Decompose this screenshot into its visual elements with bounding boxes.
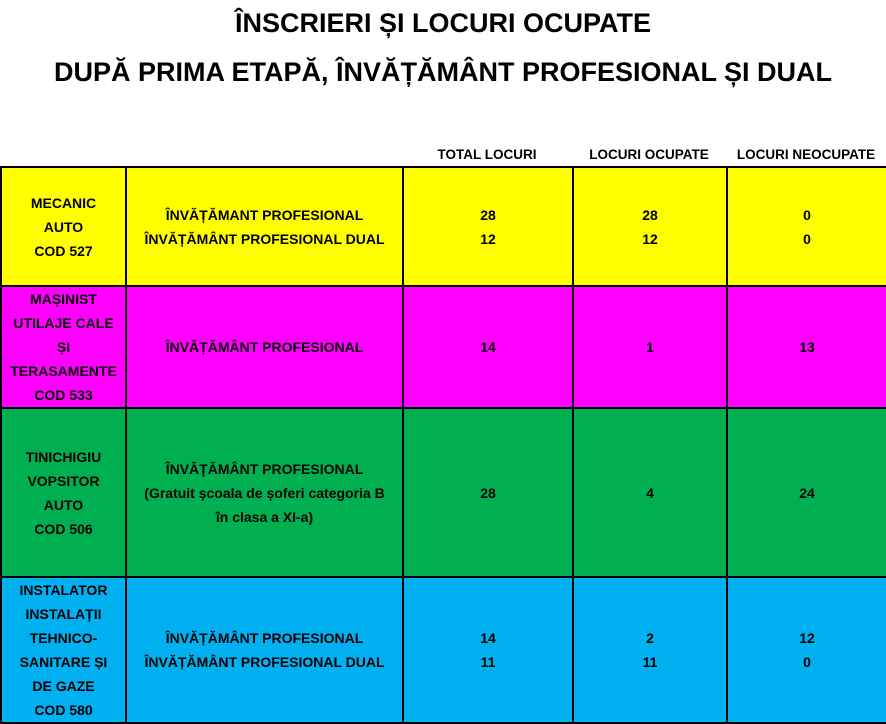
table-row <box>1 286 886 408</box>
trade-line: COD 527 <box>34 242 93 259</box>
total-value: 11 <box>480 654 496 670</box>
trade-line: COD 533 <box>34 387 93 403</box>
enrollment-table <box>0 166 886 724</box>
ocupate-value: 12 <box>642 230 658 247</box>
program-line: ÎNVĂȚĂMÂNT PROFESIONAL <box>165 630 364 646</box>
trade-line: SANITARE ȘI <box>19 654 108 670</box>
program-line: ÎNVĂȚĂMÂNT PROFESIONAL <box>165 460 364 477</box>
ocupate-cell <box>573 286 727 408</box>
neocupate-value: 24 <box>799 484 815 501</box>
table-row <box>1 577 886 723</box>
trade-line: COD 580 <box>34 702 93 718</box>
ocupate-cell <box>573 167 727 286</box>
trade-line: AUTO <box>43 496 84 513</box>
neocupate-value: 0 <box>803 230 811 247</box>
page-title-line-1: ÎNSCRIERI ȘI LOCURI OCUPATE <box>234 8 652 38</box>
neocupate-value: 12 <box>799 630 815 646</box>
trade-line: UTILAJE CALE <box>13 315 114 331</box>
trade-cell <box>1 167 126 286</box>
ocupate-cell <box>573 408 727 577</box>
program-line: ÎNVĂȚĂMÂNT PROFESIONAL DUAL <box>144 654 385 670</box>
total-value: 12 <box>480 230 496 247</box>
program-note: (Gratuit școala de șoferi categoria B <box>144 484 385 501</box>
program-line: ÎNVĂȚĂMANT PROFESIONAL <box>165 206 364 223</box>
trade-line: DE GAZE <box>32 678 95 694</box>
trade-cell <box>1 577 126 723</box>
trade-line: COD 506 <box>34 520 93 537</box>
program-cell <box>126 577 403 723</box>
trade-line: MAȘINIST <box>30 291 97 307</box>
program-cell <box>126 408 403 577</box>
ocupate-value: 1 <box>646 339 654 355</box>
table-row <box>1 408 886 577</box>
column-header-neocupate: LOCURI NEOCUPATE <box>736 147 876 162</box>
program-line: ÎNVĂȚĂMÂNT PROFESIONAL DUAL <box>144 230 385 247</box>
table-row <box>1 167 886 286</box>
program-line: ÎNVĂȚĂMÂNT PROFESIONAL <box>165 339 364 355</box>
trade-line: TINICHIGIU <box>25 448 102 465</box>
trade-line: VOPSITOR <box>27 472 100 489</box>
neocupate-cell <box>727 408 886 577</box>
ocupate-cell <box>573 577 727 723</box>
trade-cell <box>1 286 126 408</box>
program-cell <box>126 167 403 286</box>
neocupate-value: 0 <box>803 654 811 670</box>
total-value: 28 <box>480 206 496 223</box>
total-value: 14 <box>480 630 496 646</box>
trade-line: TEHNICO- <box>29 630 98 646</box>
trade-line: AUTO <box>43 218 84 235</box>
total-cell <box>403 167 573 286</box>
ocupate-value: 4 <box>646 484 654 501</box>
column-header-total: TOTAL LOCURI <box>437 147 537 162</box>
neocupate-value: 13 <box>799 339 815 355</box>
trade-line: INSTALAȚII <box>25 606 102 622</box>
trade-line: MECANIC <box>30 194 97 211</box>
ocupate-value: 11 <box>642 654 658 670</box>
ocupate-value: 28 <box>642 206 658 223</box>
trade-cell <box>1 408 126 577</box>
program-note: în clasa a XI-a) <box>215 508 314 525</box>
neocupate-cell <box>727 167 886 286</box>
total-cell <box>403 408 573 577</box>
column-header-ocupate: LOCURI OCUPATE <box>589 147 709 162</box>
neocupate-cell <box>727 577 886 723</box>
program-cell <box>126 286 403 408</box>
neocupate-cell <box>727 286 886 408</box>
total-cell <box>403 577 573 723</box>
total-cell <box>403 286 573 408</box>
page-title-line-2: DUPĂ PRIMA ETAPĂ, ÎNVĂȚĂMÂNT PROFESIONAL ȘI DUAL <box>53 57 833 87</box>
total-value: 14 <box>480 339 496 355</box>
trade-line: TERASAMENTE <box>10 363 117 379</box>
neocupate-value: 0 <box>803 206 811 223</box>
ocupate-value: 2 <box>646 630 654 646</box>
trade-line: INSTALATOR <box>19 582 108 598</box>
total-value: 28 <box>480 484 496 501</box>
trade-line: ȘI <box>56 339 71 355</box>
